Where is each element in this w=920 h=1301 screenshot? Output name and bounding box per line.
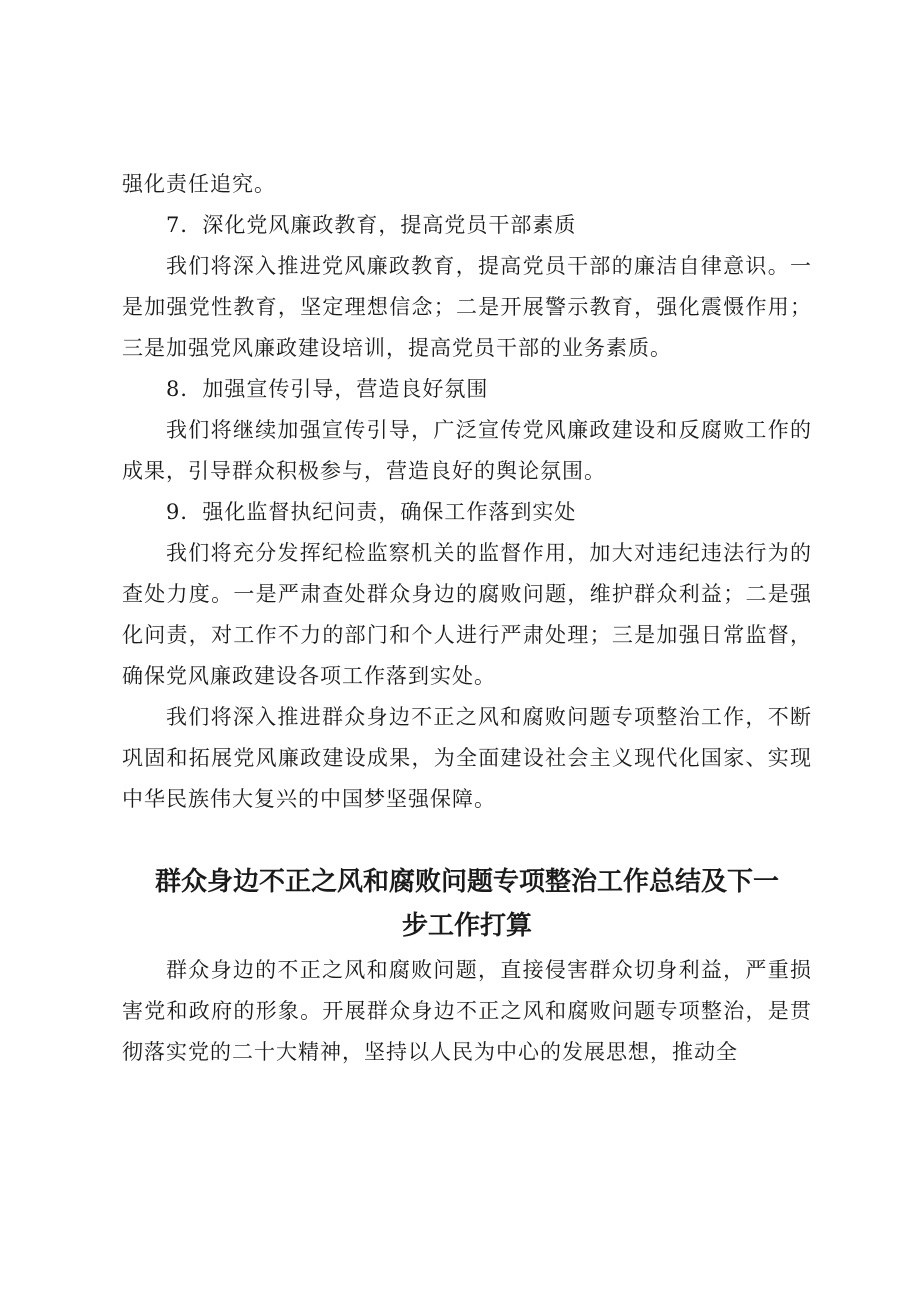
paragraph-continuation: 强化责任追究。 <box>122 172 276 196</box>
paragraph-conclusion: 我们将深入推进群众身边不正之风和腐败问题专项整治工作，不断巩固和拓展党风廉政建设成果，为全面建设社会主义现代化国家、实现中华民族伟大复兴的中国梦坚强保障。 <box>122 705 812 811</box>
paragraph-intro: 群众身边的不正之风和腐败问题，直接侵害群众切身利益，严重损害党和政府的形象。开展群众身边不正之风和腐败问题专项整治，是贯彻落实党的二十大精神，坚持以人民为中心的发展思想，推动全 <box>122 958 812 1064</box>
section-heading-7: 7．深化党风廉政教育，提高党员干部素质 <box>166 213 577 237</box>
paragraph-supervision: 我们将充分发挥纪检监察机关的监督作用，加大对违纪违法行为的查处力度。一是严肃查处群众身边的腐败问题，维护群众利益；二是强化问责，对工作不力的部门和个人进行严肃处理；三是加强日常监督，确保党风廉政建设各项工作落到实处。 <box>122 541 812 688</box>
document-title-line-2: 步工作打算 <box>401 911 532 941</box>
paragraph-education: 我们将深入推进党风廉政教育，提高党员干部的廉洁自律意识。一是加强党性教育，坚定理想信念；二是开展警示教育，强化震慑作用；三是加强党风廉政建设培训，提高党员干部的业务素质。 <box>122 254 812 360</box>
document-title <box>122 860 812 948</box>
section-heading-8: 8．加强宣传引导，营造良好氛围 <box>166 377 489 401</box>
document-title-line-1: 群众身边不正之风和腐败问题专项整治工作总结及下一 <box>154 867 779 897</box>
document-body <box>122 164 812 1073</box>
paragraph-publicity: 我们将继续加强宣传引导，广泛宣传党风廉政建设和反腐败工作的成果，引导群众积极参与，营造良好的舆论氛围。 <box>122 418 812 483</box>
section-heading-9: 9．强化监督执纪问责，确保工作落到实处 <box>166 500 577 524</box>
